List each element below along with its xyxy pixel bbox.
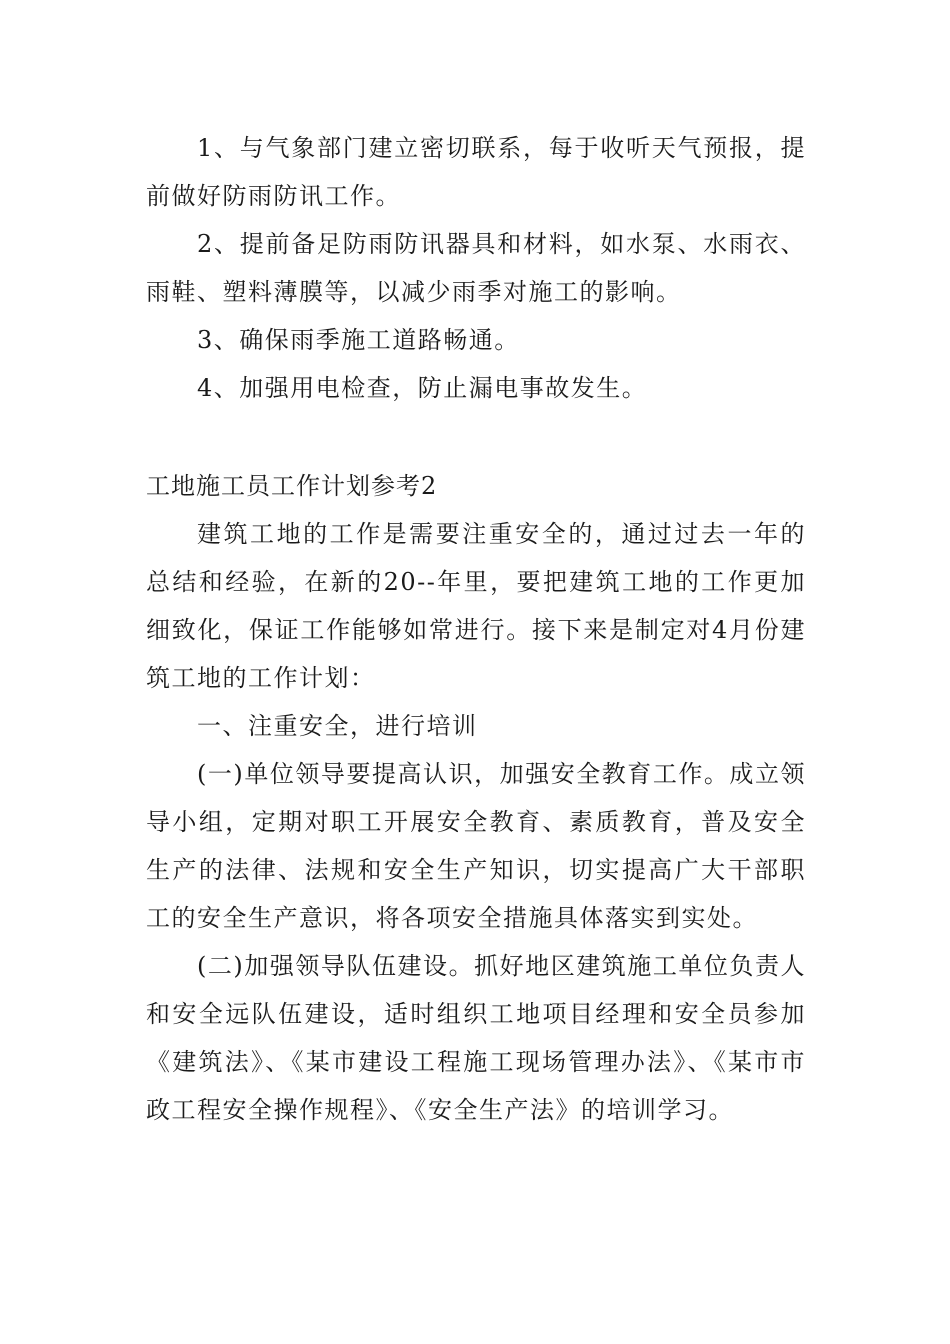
list-item: 3、确保雨季施工道路畅通。 (197, 326, 520, 354)
paragraph-one: (一)单位领导要提高认识，加强安全教育工作。成立领导小组，定期对职工开展安全教育、素质教育，普及安全生产的法律、法规和安全生产知识，切实提高广大干部职工的安全生产意识，将各项安全措施具体落实到实处。 (146, 760, 806, 932)
list-item: 4、加强用电检查，防止漏电事故发生。 (197, 374, 648, 402)
document-page (146, 124, 806, 1134)
paragraph-two: (二)加强领导队伍建设。抓好地区建筑施工单位负责人和安全远队伍建设，适时组织工地项目经理和安全员参加《建筑法》、《某市建设工程施工现场管理办法》、《某市市政工程安全操作规程》、《安全生产法》的培训学习。 (146, 952, 806, 1124)
list-item: 2、提前备足防雨防讯器具和材料，如水泵、水雨衣、雨鞋、塑料薄膜等，以减少雨季对施工的影响。 (146, 230, 806, 306)
list-item: 1、与气象部门建立密切联系，每于收听天气预报，提前做好防雨防讯工作。 (146, 134, 806, 210)
section-title: 工地施工员工作计划参考2 (146, 472, 438, 500)
subheading: 一、注重安全，进行培训 (197, 712, 478, 740)
intro-paragraph: 建筑工地的工作是需要注重安全的，通过过去一年的总结和经验，在新的20--年里，要把建筑工地的工作更加细致化，保证工作能够如常进行。接下来是制定对4月份建筑工地的工作计划： (146, 520, 806, 692)
